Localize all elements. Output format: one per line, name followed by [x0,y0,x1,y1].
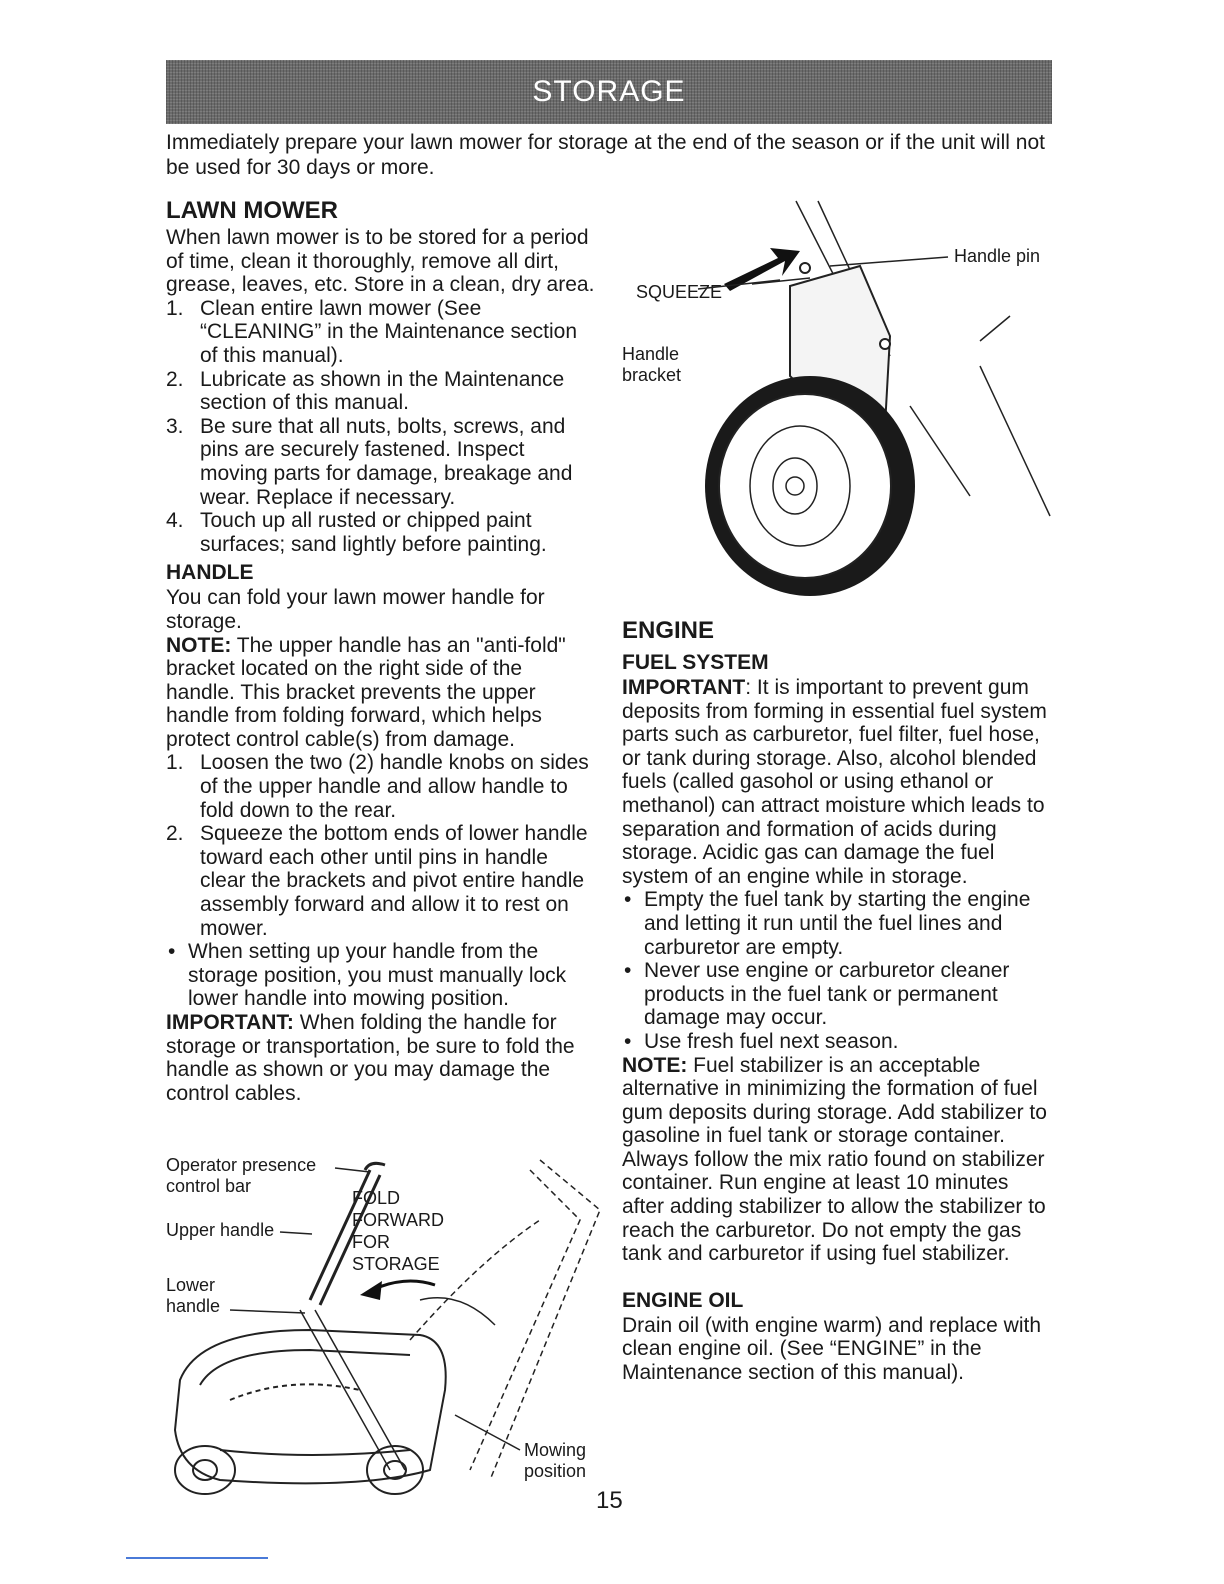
list-item: • Use fresh fuel next season. [622,1030,1056,1054]
fuel-bullets [622,888,1056,1053]
handle-storage-position [310,1163,385,1305]
right-column [622,616,1056,1385]
list-item: 2. Lubricate as shown in the Maintenance section of this manual. [166,367,565,415]
engine-oil-text: Drain oil (with engine warm) and replace with clean engine oil. (See “ENGINE” in the Maintenance section of this manual). [622,1313,1042,1385]
title-banner [166,60,1052,124]
handle-pin-label: Handle pin [954,246,1041,266]
arrow-head-icon [360,1281,382,1300]
squeeze-label: SQUEEZE [636,282,723,302]
left-column [166,196,596,1105]
handle-mowing-position [410,1160,600,1480]
page-number: 15 [596,1487,623,1514]
list-item: 1. Clean entire lawn mower (See “CLEANING” in the Maintenance section of this manual). [166,296,578,367]
handle-bracket-label: Handle bracket [622,344,682,385]
lawn-mower-body: When lawn mower is to be stored for a period of time, clean it thoroughly, remove all dirt, grease, leaves, etc. Store in a clean, dry area. [166,226,595,297]
lawn-mower-heading: LAWN MOWER [166,197,338,224]
handle-pin-icon [800,263,810,273]
fuel-note: NOTE: Fuel stabilizer is an acceptable alternative in minimizing the formation of fuel gum deposits during storage. Add stabilizer to gasoline in fuel tank or storage container. Always follow the mix ratio found on stabilizer container. Run engine at least 10 minutes after adding stabilizer to allow the stabilizer to reach the carburetor. Do not empty the gas tank and carburetor if using fuel stabilizer. [622,1053,1047,1266]
handle-important: IMPORTANT: When folding the handle for storage or transportation, be sure to fold the handle as shown or you may damage the control cables. [166,1011,575,1105]
fuel-system-heading: FUEL SYSTEM [622,651,769,674]
handle-bracket-illustration [690,196,1060,606]
handle-steps [166,751,596,940]
operator-bar-label: Operator presence control bar [166,1155,317,1196]
lower-handle-outline [300,1298,495,1470]
handle-bullets [166,940,596,1011]
mowing-position-label: Mowing position [524,1440,587,1481]
bottom-link-underline [126,1557,268,1559]
folding-handle-illustration [160,1150,610,1500]
page-title: STORAGE [532,75,686,108]
handle-heading: HANDLE [166,561,254,585]
list-item: 3. Be sure that all nuts, bolts, screws, and pins are securely fastened. Inspect moving parts for damage, breakage and wear. Replace if necessary. [166,414,573,509]
lower-handle-label: Lower handle [166,1275,221,1316]
fuel-important: IMPORTANT: It is important to prevent gum deposits from forming in essential fuel system parts such as carburetor, fuel filter, fuel hose, or tank during storage. Also, alcohol blended fuels (called gasohol or using ethanol or methanol) can attract moisture which leads to separation and formation of acids during storage. Acidic gas can damage the fuel system of an engine while in storage. [622,676,1047,888]
intro-paragraph: Immediately prepare your lawn mower for storage at the end of the season or if the unit will not be used for 30 days or more. [166,131,1045,179]
wheel-icon [705,376,915,596]
list-item: 2. Squeeze the bottom ends of lower handle toward each other until pins in handle clear the brackets and pivot entire handle assembly forward and allow it to rest on mower. [166,822,588,940]
handle-body: You can fold your lawn mower handle for storage. [166,586,545,633]
pin-hole-icon [880,339,890,349]
lawn-mower-steps [166,297,596,557]
wheel-icon [175,1446,423,1494]
list-item: • When setting up your handle from the storage position, you must manually lock lower handle into mowing position. [166,940,596,1011]
engine-heading: ENGINE [622,617,715,644]
list-item: 4. Touch up all rusted or chipped paint surfaces; sand lightly before painting. [166,509,547,556]
handle-note: NOTE: The upper handle has an "anti-fold" bracket located on the right side of the handle. This bracket prevents the upper handle from folding forward, which helps protect control cable(s) from damage. [166,633,566,751]
list-item: • Never use engine or carburetor cleaner products in the fuel tank or permanent damage may occur. [622,959,1056,1030]
list-item: 1. Loosen the two (2) handle knobs on sides of the upper handle and allow handle to fold down to the rear. [166,751,589,822]
upper-handle-label: Upper handle [166,1220,275,1240]
mower-deck [175,1330,446,1483]
engine-oil-heading: ENGINE OIL [622,1288,744,1312]
list-item: • Empty the fuel tank by starting the engine and letting it run until the fuel lines and carburetor are empty. [622,888,1056,959]
fold-forward-label: FOLD FORWARD FOR STORAGE [352,1188,444,1274]
